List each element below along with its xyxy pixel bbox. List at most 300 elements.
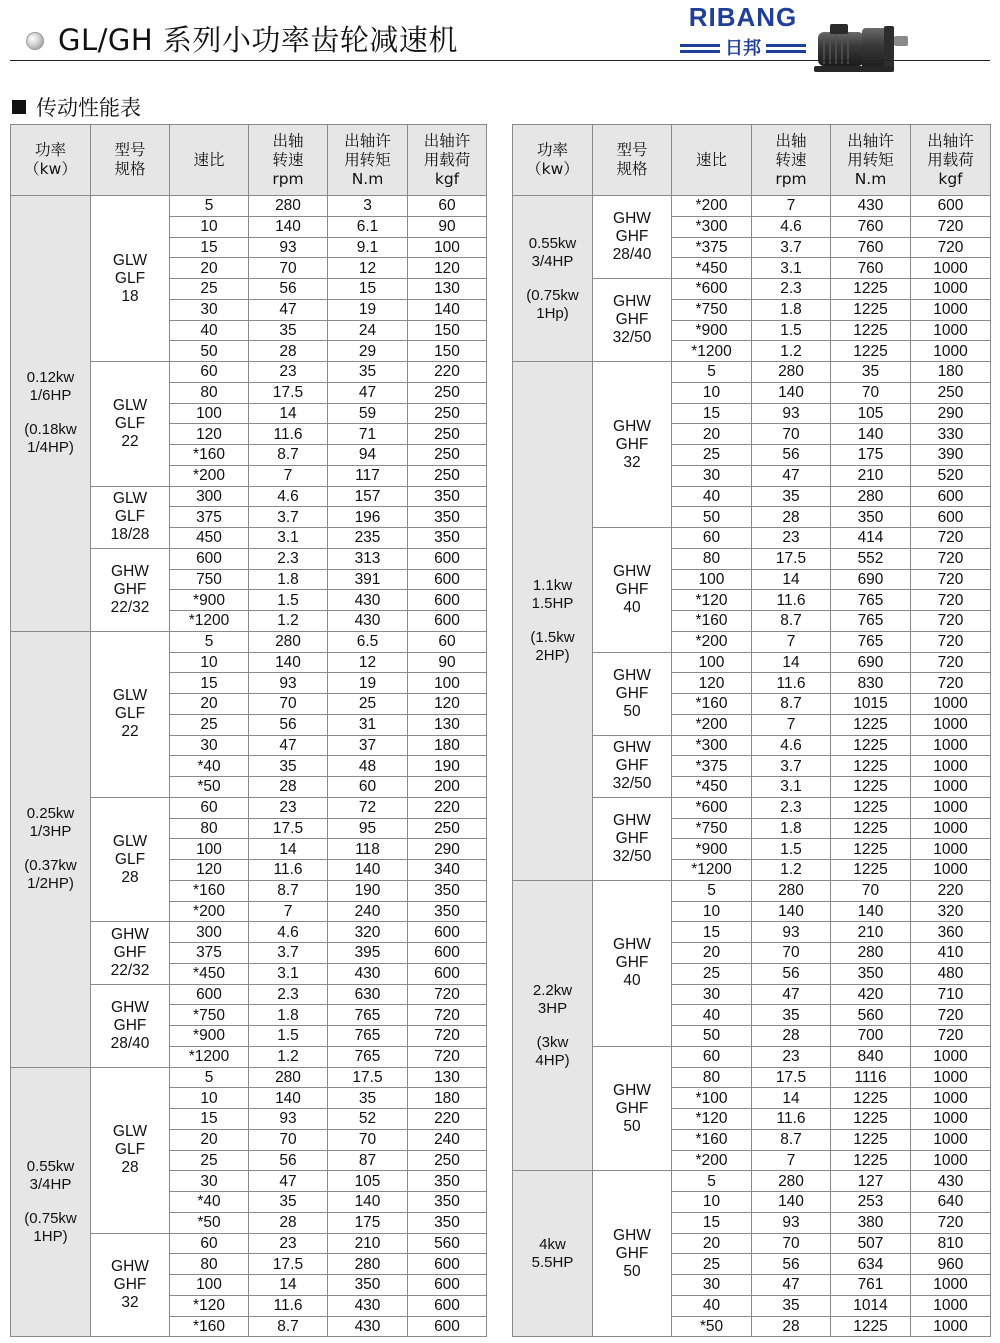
model-line: GHF bbox=[615, 757, 649, 775]
torque-cell: 140 bbox=[831, 901, 911, 922]
model-line: GHW bbox=[613, 1226, 651, 1244]
ratio-cell: 80 bbox=[170, 1254, 249, 1275]
speed-cell: 35 bbox=[752, 1005, 831, 1026]
torque-cell: 1225 bbox=[831, 777, 911, 798]
speed-cell: 28 bbox=[249, 1212, 328, 1233]
ratio-cell: *750 bbox=[672, 299, 752, 320]
torque-cell: 430 bbox=[831, 196, 911, 217]
model-line: GLF bbox=[114, 705, 146, 723]
ratio-cell: 30 bbox=[672, 984, 752, 1005]
model-line: GHF bbox=[113, 943, 147, 961]
table-body bbox=[11, 196, 487, 1337]
ratio-cell: 25 bbox=[672, 445, 752, 466]
ratio-cell: 15 bbox=[672, 1212, 752, 1233]
torque-cell: 19 bbox=[328, 673, 408, 694]
load-cell: 250 bbox=[408, 424, 487, 445]
load-cell: 250 bbox=[408, 403, 487, 424]
speed-cell: 4.6 bbox=[249, 486, 328, 507]
load-cell: 180 bbox=[911, 362, 991, 383]
ratio-cell: 20 bbox=[170, 694, 249, 715]
load-cell: 600 bbox=[408, 943, 487, 964]
torque-cell: 765 bbox=[831, 631, 911, 652]
ratio-cell: *1200 bbox=[672, 341, 752, 362]
model-line: 32 bbox=[623, 453, 641, 471]
ratio-cell: 60 bbox=[170, 797, 249, 818]
ratio-cell: 40 bbox=[672, 486, 752, 507]
torque-cell: 240 bbox=[328, 901, 408, 922]
model-cell bbox=[91, 922, 170, 984]
load-cell: 250 bbox=[408, 465, 487, 486]
ratio-cell: 25 bbox=[170, 1150, 249, 1171]
load-cell: 130 bbox=[408, 1067, 487, 1088]
model-cell bbox=[593, 880, 672, 1046]
load-cell: 640 bbox=[911, 1192, 991, 1213]
speed-cell: 1.5 bbox=[752, 839, 831, 860]
torque-cell: 70 bbox=[831, 880, 911, 901]
model-line: 28/40 bbox=[612, 246, 652, 263]
load-cell: 1000 bbox=[911, 279, 991, 300]
ratio-cell: 120 bbox=[672, 673, 752, 694]
spacer bbox=[11, 1194, 90, 1210]
load-cell: 600 bbox=[408, 611, 487, 632]
model-line: 22/32 bbox=[110, 598, 150, 616]
brand-logo bbox=[678, 2, 808, 62]
torque-cell: 1225 bbox=[831, 818, 911, 839]
model-cell bbox=[593, 528, 672, 653]
power-line: 1.1kw bbox=[532, 576, 573, 594]
speed-cell: 47 bbox=[249, 1171, 328, 1192]
load-cell: 1000 bbox=[911, 818, 991, 839]
torque-cell: 1225 bbox=[831, 1129, 911, 1150]
speed-cell: 11.6 bbox=[249, 860, 328, 881]
header-line: N.m bbox=[351, 169, 384, 188]
speed-cell: 17.5 bbox=[752, 548, 831, 569]
torque-cell: 1225 bbox=[831, 320, 911, 341]
load-cell: 600 bbox=[911, 196, 991, 217]
load-cell: 720 bbox=[911, 1005, 991, 1026]
table-row bbox=[513, 1171, 991, 1192]
model-line: 28 bbox=[121, 1159, 139, 1176]
power-line: 0.25kw bbox=[26, 805, 75, 823]
ratio-cell: *160 bbox=[170, 1316, 249, 1337]
speed-cell: 11.6 bbox=[249, 424, 328, 445]
ratio-cell: 80 bbox=[170, 818, 249, 839]
speed-cell: 28 bbox=[249, 777, 328, 798]
model-line: 40 bbox=[623, 972, 641, 990]
load-cell: 250 bbox=[408, 1150, 487, 1171]
torque-cell: 690 bbox=[831, 569, 911, 590]
ratio-cell: 80 bbox=[170, 382, 249, 403]
torque-cell: 87 bbox=[328, 1150, 408, 1171]
gear-motor-icon bbox=[812, 12, 912, 78]
load-cell: 60 bbox=[408, 631, 487, 652]
load-cell: 1000 bbox=[911, 1316, 991, 1337]
table-row bbox=[513, 880, 991, 901]
performance-table-left bbox=[10, 124, 487, 1337]
torque-cell: 630 bbox=[328, 984, 408, 1005]
load-cell: 180 bbox=[408, 1088, 487, 1109]
load-cell: 600 bbox=[408, 1295, 487, 1316]
model-cell bbox=[91, 548, 170, 631]
speed-cell: 3.7 bbox=[752, 237, 831, 258]
speed-cell: 2.3 bbox=[249, 548, 328, 569]
load-cell: 120 bbox=[408, 694, 487, 715]
speed-cell: 93 bbox=[249, 1109, 328, 1130]
power-line: 3/4HP bbox=[531, 252, 574, 270]
power-line: 2HP) bbox=[535, 646, 570, 664]
speed-cell: 17.5 bbox=[249, 818, 328, 839]
ratio-cell: *1200 bbox=[672, 860, 752, 881]
power-cell bbox=[11, 1067, 91, 1337]
speed-cell: 35 bbox=[249, 1192, 328, 1213]
torque-cell: 60 bbox=[328, 777, 408, 798]
torque-cell: 765 bbox=[831, 611, 911, 632]
model-line: 22 bbox=[121, 723, 139, 741]
ratio-cell: 5 bbox=[672, 362, 752, 383]
ratio-cell: 60 bbox=[672, 1046, 752, 1067]
speed-cell: 28 bbox=[249, 341, 328, 362]
ratio-cell: *1200 bbox=[170, 611, 249, 632]
speed-cell: 7 bbox=[752, 631, 831, 652]
model-line: 32/50 bbox=[612, 847, 652, 865]
torque-cell: 634 bbox=[831, 1254, 911, 1275]
model-line: 22 bbox=[121, 432, 139, 450]
speed-cell: 56 bbox=[752, 963, 831, 984]
torque-cell: 157 bbox=[328, 486, 408, 507]
torque-cell: 71 bbox=[328, 424, 408, 445]
ratio-cell: 30 bbox=[170, 299, 249, 320]
header-line: 规格 bbox=[114, 160, 146, 178]
ratio-cell: 30 bbox=[672, 1275, 752, 1296]
brand-name: RIBANG bbox=[688, 2, 798, 32]
load-cell: 180 bbox=[408, 735, 487, 756]
speed-cell: 280 bbox=[249, 1067, 328, 1088]
load-cell: 720 bbox=[911, 590, 991, 611]
ratio-cell: *100 bbox=[672, 1088, 752, 1109]
load-cell: 720 bbox=[911, 237, 991, 258]
model-line: GHF bbox=[615, 311, 649, 328]
model-line: GLW bbox=[112, 1123, 148, 1140]
speed-cell: 23 bbox=[752, 1046, 831, 1067]
model-line: GHW bbox=[111, 1257, 149, 1275]
ratio-cell: *160 bbox=[170, 445, 249, 466]
ratio-cell: 120 bbox=[170, 424, 249, 445]
header-line: 出轴许 bbox=[344, 131, 391, 150]
ratio-cell: 25 bbox=[672, 1254, 752, 1275]
ratio-cell: *450 bbox=[170, 963, 249, 984]
power-line: 1/3HP bbox=[29, 823, 72, 841]
speed-cell: 14 bbox=[249, 1275, 328, 1296]
torque-cell: 1225 bbox=[831, 860, 911, 881]
ratio-cell: 10 bbox=[672, 901, 752, 922]
model-line: GHW bbox=[111, 925, 149, 943]
load-cell: 720 bbox=[911, 216, 991, 237]
ratio-cell: 20 bbox=[672, 943, 752, 964]
page-title: GL/GH 系列小功率齿轮减速机 bbox=[58, 23, 458, 57]
load-cell: 90 bbox=[408, 216, 487, 237]
speed-cell: 8.7 bbox=[249, 880, 328, 901]
speed-cell: 23 bbox=[249, 797, 328, 818]
load-cell: 1000 bbox=[911, 1150, 991, 1171]
model-line: 50 bbox=[623, 1117, 641, 1135]
ratio-cell: *50 bbox=[672, 1316, 752, 1337]
torque-cell: 560 bbox=[831, 1005, 911, 1026]
torque-cell: 118 bbox=[328, 839, 408, 860]
torque-cell: 395 bbox=[328, 943, 408, 964]
ratio-cell: 300 bbox=[170, 486, 249, 507]
model-line: 22/32 bbox=[110, 961, 150, 979]
model-line: 32/50 bbox=[612, 329, 652, 346]
header-rule bbox=[10, 60, 990, 61]
speed-cell: 70 bbox=[249, 258, 328, 279]
speed-cell: 14 bbox=[752, 652, 831, 673]
load-cell: 350 bbox=[408, 1212, 487, 1233]
load-cell: 250 bbox=[408, 818, 487, 839]
ratio-cell: *1200 bbox=[170, 1046, 249, 1067]
power-line: 1Hp) bbox=[536, 304, 569, 322]
speed-cell: 4.6 bbox=[249, 922, 328, 943]
model-cell bbox=[593, 652, 672, 735]
load-cell: 710 bbox=[911, 984, 991, 1005]
power-line: (0.75kw bbox=[24, 1209, 77, 1227]
model-line: GLF bbox=[114, 1141, 146, 1158]
power-cell bbox=[11, 196, 91, 632]
speed-cell: 70 bbox=[752, 943, 831, 964]
spacer bbox=[11, 841, 90, 857]
ratio-cell: *160 bbox=[672, 611, 752, 632]
model-line: GHW bbox=[613, 293, 651, 310]
torque-cell: 1225 bbox=[831, 299, 911, 320]
speed-cell: 1.2 bbox=[249, 1046, 328, 1067]
torque-cell: 552 bbox=[831, 548, 911, 569]
ratio-cell: 375 bbox=[170, 507, 249, 528]
torque-cell: 1225 bbox=[831, 735, 911, 756]
header-line: 出轴许 bbox=[423, 131, 471, 150]
load-cell: 810 bbox=[911, 1233, 991, 1254]
model-line: GHF bbox=[113, 580, 147, 598]
torque-cell: 95 bbox=[328, 818, 408, 839]
speed-cell: 70 bbox=[249, 694, 328, 715]
speed-cell: 1.8 bbox=[249, 1005, 328, 1026]
torque-cell: 420 bbox=[831, 984, 911, 1005]
table-header-row bbox=[11, 125, 487, 196]
model-line: GHF bbox=[615, 1244, 649, 1262]
ratio-cell: *200 bbox=[672, 631, 752, 652]
speed-cell: 35 bbox=[249, 320, 328, 341]
header-line: 转速 bbox=[272, 150, 304, 169]
torque-cell: 1225 bbox=[831, 1088, 911, 1109]
ratio-cell: 25 bbox=[672, 963, 752, 984]
table-row bbox=[11, 196, 487, 217]
ratio-cell: 15 bbox=[672, 922, 752, 943]
model-line: GLW bbox=[112, 490, 148, 508]
speed-cell: 28 bbox=[752, 1026, 831, 1047]
load-cell: 320 bbox=[911, 901, 991, 922]
torque-cell: 25 bbox=[328, 694, 408, 715]
header-line: 速比 bbox=[695, 150, 727, 169]
load-cell: 100 bbox=[408, 237, 487, 258]
torque-cell: 117 bbox=[328, 465, 408, 486]
model-line: GHW bbox=[613, 1081, 651, 1099]
ratio-cell: 750 bbox=[170, 569, 249, 590]
load-cell: 600 bbox=[408, 1254, 487, 1275]
header-line: rpm bbox=[272, 169, 304, 188]
load-cell: 720 bbox=[911, 1212, 991, 1233]
header-line: 用载荷 bbox=[927, 150, 974, 169]
model-header bbox=[91, 125, 170, 196]
speed-cell: 7 bbox=[752, 196, 831, 217]
ratio-cell: 60 bbox=[170, 362, 249, 383]
speed-cell: 1.2 bbox=[752, 860, 831, 881]
torque-cell: 47 bbox=[328, 382, 408, 403]
torque-cell: 1116 bbox=[831, 1067, 911, 1088]
header-line: 出轴 bbox=[775, 131, 807, 150]
speed-cell: 47 bbox=[752, 465, 831, 486]
model-line: GLW bbox=[112, 396, 148, 414]
load-cell: 350 bbox=[408, 1192, 487, 1213]
load-cell: 1000 bbox=[911, 341, 991, 362]
ratio-cell: 20 bbox=[672, 1233, 752, 1254]
ratio-cell: 10 bbox=[170, 1088, 249, 1109]
load-cell: 1000 bbox=[911, 1046, 991, 1067]
load-cell: 600 bbox=[408, 1316, 487, 1337]
torque-cell: 72 bbox=[328, 797, 408, 818]
ratio-cell: 60 bbox=[170, 1233, 249, 1254]
model-line: GHW bbox=[613, 562, 651, 580]
header-line: 出轴许 bbox=[927, 131, 974, 150]
power-cell bbox=[11, 631, 91, 1067]
speed-cell: 17.5 bbox=[249, 382, 328, 403]
speed-cell: 1.5 bbox=[249, 590, 328, 611]
speed-cell: 47 bbox=[249, 299, 328, 320]
ratio-cell: 80 bbox=[672, 1067, 752, 1088]
torque-cell: 52 bbox=[328, 1109, 408, 1130]
speed-cell: 56 bbox=[752, 1254, 831, 1275]
torque-cell: 430 bbox=[328, 1295, 408, 1316]
power-line: (0.75kw bbox=[526, 286, 579, 304]
torque-cell: 350 bbox=[831, 963, 911, 984]
ratio-cell: 30 bbox=[672, 465, 752, 486]
model-line: 40 bbox=[623, 598, 641, 616]
load-cell: 1000 bbox=[911, 797, 991, 818]
ratio-cell: *40 bbox=[170, 1192, 249, 1213]
speed-cell: 2.3 bbox=[752, 279, 831, 300]
model-line: GHW bbox=[613, 739, 651, 757]
ratio-cell: 80 bbox=[672, 548, 752, 569]
ratio-cell: *900 bbox=[672, 839, 752, 860]
brand-cn: 日邦 bbox=[725, 38, 761, 59]
speed-cell: 23 bbox=[249, 362, 328, 383]
load-cell: 190 bbox=[408, 756, 487, 777]
speed-cell: 4.6 bbox=[752, 735, 831, 756]
model-line: GLF bbox=[114, 414, 146, 432]
load-cell: 600 bbox=[911, 507, 991, 528]
torque-cell: 37 bbox=[328, 735, 408, 756]
header-line: 功率 bbox=[536, 141, 568, 159]
ratio-cell: 50 bbox=[672, 1026, 752, 1047]
speed-cell: 35 bbox=[249, 756, 328, 777]
torque-cell: 6.1 bbox=[328, 216, 408, 237]
ratio-cell: *160 bbox=[672, 1129, 752, 1150]
speed-cell: 8.7 bbox=[752, 1129, 831, 1150]
header-line: （kw） bbox=[526, 160, 579, 178]
load-cell: 350 bbox=[408, 1171, 487, 1192]
ratio-cell: *200 bbox=[170, 465, 249, 486]
torque-header bbox=[328, 125, 408, 196]
speed-cell: 8.7 bbox=[752, 694, 831, 715]
load-cell: 120 bbox=[408, 258, 487, 279]
model-cell bbox=[593, 1046, 672, 1171]
ratio-cell: *200 bbox=[672, 196, 752, 217]
torque-cell: 830 bbox=[831, 673, 911, 694]
torque-cell: 210 bbox=[328, 1233, 408, 1254]
power-cell bbox=[513, 362, 593, 881]
ratio-cell: 450 bbox=[170, 528, 249, 549]
table-row bbox=[11, 631, 487, 652]
speed-cell: 280 bbox=[249, 631, 328, 652]
ratio-cell: 30 bbox=[170, 1171, 249, 1192]
model-cell bbox=[91, 631, 170, 797]
speed-cell: 140 bbox=[752, 901, 831, 922]
speed-cell: 11.6 bbox=[752, 1109, 831, 1130]
load-cell: 130 bbox=[408, 714, 487, 735]
model-cell bbox=[91, 797, 170, 922]
power-cell bbox=[513, 196, 593, 362]
torque-cell: 17.5 bbox=[328, 1067, 408, 1088]
power-line: 5.5HP bbox=[531, 1253, 574, 1271]
model-line: GHF bbox=[615, 228, 649, 245]
load-cell: 250 bbox=[408, 382, 487, 403]
torque-cell: 761 bbox=[831, 1275, 911, 1296]
load-header bbox=[911, 125, 991, 196]
load-cell: 600 bbox=[911, 486, 991, 507]
power-cell bbox=[513, 1171, 593, 1337]
load-cell: 720 bbox=[911, 1026, 991, 1047]
load-cell: 250 bbox=[408, 445, 487, 466]
model-cell bbox=[593, 279, 672, 362]
speed-cell: 70 bbox=[752, 424, 831, 445]
load-cell: 520 bbox=[911, 465, 991, 486]
model-line: GHF bbox=[113, 1275, 147, 1293]
speed-cell: 56 bbox=[249, 1150, 328, 1171]
model-line: 50 bbox=[623, 702, 641, 720]
model-cell bbox=[91, 362, 170, 487]
model-cell bbox=[593, 196, 672, 279]
load-cell: 720 bbox=[911, 673, 991, 694]
ratio-cell: *120 bbox=[672, 1109, 752, 1130]
torque-cell: 9.1 bbox=[328, 237, 408, 258]
speed-cell: 3.1 bbox=[249, 963, 328, 984]
torque-cell: 35 bbox=[328, 1088, 408, 1109]
ratio-cell: 40 bbox=[672, 1005, 752, 1026]
load-cell: 720 bbox=[911, 631, 991, 652]
torque-cell: 70 bbox=[328, 1129, 408, 1150]
speed-cell: 28 bbox=[752, 507, 831, 528]
load-cell: 350 bbox=[408, 880, 487, 901]
torque-cell: 1225 bbox=[831, 714, 911, 735]
power-line: (0.37kw bbox=[24, 857, 77, 875]
table-row bbox=[11, 1067, 487, 1088]
torque-cell: 35 bbox=[831, 362, 911, 383]
speed-cell: 4.6 bbox=[752, 216, 831, 237]
speed-cell: 280 bbox=[249, 196, 328, 217]
load-cell: 430 bbox=[911, 1171, 991, 1192]
torque-cell: 320 bbox=[328, 922, 408, 943]
model-line: GLF bbox=[114, 269, 146, 287]
torque-header bbox=[831, 125, 911, 196]
header-line: N.m bbox=[854, 169, 887, 188]
speed-cell: 8.7 bbox=[752, 611, 831, 632]
